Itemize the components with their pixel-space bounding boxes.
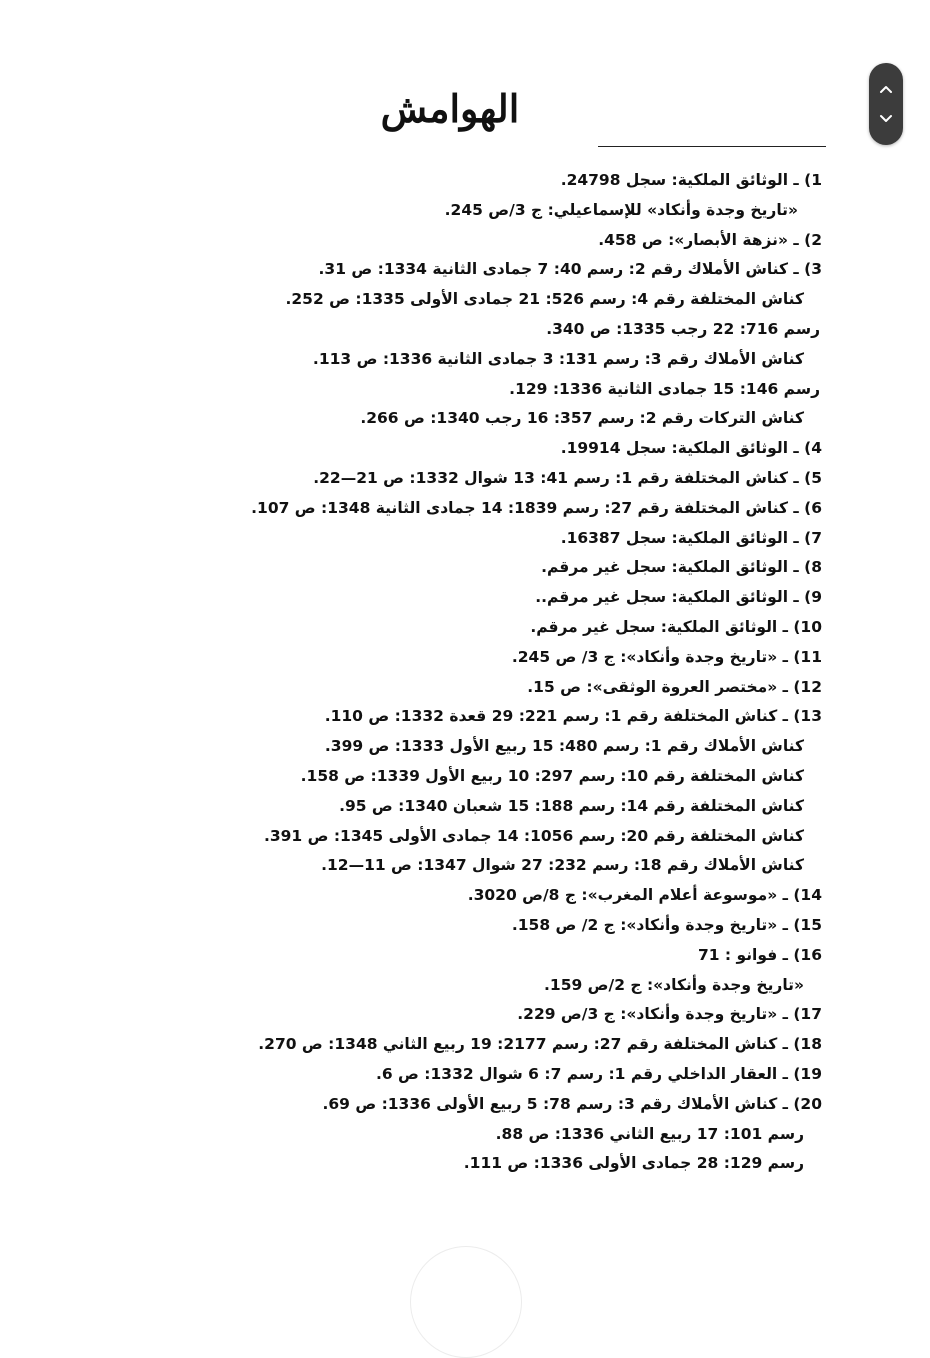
- footnote-line: 2) ـ «نزهة الأبصار»: ص 458.: [598, 230, 822, 249]
- footnote-line: 17) ـ «تاريخ وجدة وأنكاد»: ج 3/ص 229.: [517, 1005, 822, 1024]
- footnote-line: «تاريخ وجدة وأنكاد» للإسماعيلي: ج 3/ص 245.: [444, 200, 798, 219]
- footnote-line: رسم 129: 28 جمادى الأولى 1336: ص 111.: [463, 1154, 804, 1173]
- footnote-line: رسم 146: 15 جمادى الثانية 1336: 129.: [509, 379, 820, 398]
- footnote-line: 11) ـ «تاريخ وجدة وأنكاد»: ج 3/ ص 245.: [511, 647, 822, 666]
- chevron-up-icon: [879, 84, 893, 94]
- footnote-line: 18) ـ كناش المختلفة رقم 27: رسم 2177: 19 ربيع الثاني 1348: ص 270.: [258, 1035, 822, 1054]
- footnote-line: رسم 101: 17 ربيع الثاني 1336: ص 88.: [495, 1124, 804, 1143]
- footnote-line: 14) ـ «موسوعة أعلام المغرب»: ج 8/ص 3020.: [467, 886, 822, 905]
- footnote-line: كناش المختلفة رقم 4: رسم 526: 21 جمادى الأولى 1335: ص 252.: [285, 290, 804, 309]
- footnote-line: 5) ـ كناش المختلفة رقم 1: رسم 41: 13 شوال 1332: ص 21—22.: [313, 468, 822, 487]
- scroll-indicator: [410, 1246, 522, 1358]
- footnote-line: 13) ـ كناش المختلفة رقم 1: رسم 221: 29 قعدة 1332: ص 110.: [324, 707, 822, 726]
- footnote-line: 3) ـ كناش الأملاك رقم 2: رسم 40: 7 جمادى الثانية 1334: ص 31.: [318, 260, 822, 279]
- footnote-line: 20) ـ كناش الأملاك رقم 3: رسم 78: 5 ربيع الأولى 1336: ص 69.: [322, 1094, 822, 1113]
- footnote-line: كناش الأملاك رقم 3: رسم 131: 3 جمادى الثانية 1336: ص 113.: [312, 349, 804, 368]
- chevron-down-icon: [879, 114, 893, 124]
- footnote-line: 6) ـ كناش المختلفة رقم 27: رسم 1839: 14 جمادى الثانية 1348: ص 107.: [251, 498, 822, 517]
- footnote-line: 19) ـ العقار الداخلي رقم 1: رسم 7: 6 شوال 1332: ص 6.: [375, 1064, 822, 1083]
- footnote-line: 1) ـ الوثائق الملكية: سجل 24798.: [560, 171, 822, 189]
- footnote-line: كناش التركات رقم 2: رسم 357: 16 رجب 1340: ص 266.: [360, 409, 804, 428]
- footnote-line: 4) ـ الوثائق الملكية: سجل 19914.: [560, 439, 822, 458]
- footnote-line: رسم 716: 22 رجب 1335: ص 340.: [546, 319, 820, 338]
- footnotes-list: [251, 166, 822, 1179]
- footnote-line: 9) ـ الوثائق الملكية: سجل غير مرقم..: [535, 588, 822, 607]
- previous-page-button[interactable]: [869, 74, 903, 104]
- footnote-line: 8) ـ الوثائق الملكية: سجل غير مرقم.: [541, 558, 822, 577]
- footnote-line: 16) ـ فوانو : 71: [697, 945, 822, 964]
- next-page-button[interactable]: [869, 104, 903, 134]
- footnote-line: 15) ـ «تاريخ وجدة وأنكاد»: ج 2/ ص 158.: [511, 915, 822, 934]
- footnote-line: كناش المختلفة رقم 10: رسم 297: 10 ربيع الأول 1339: ص 158.: [300, 766, 804, 785]
- page-title: الهوامش: [380, 86, 520, 131]
- footnote-line: كناش الأملاك رقم 1: رسم 480: 15 ربيع الأول 1333: ص 399.: [324, 737, 804, 756]
- footnote-line: كناش المختلفة رقم 20: رسم 1056: 14 جمادى الأولى 1345: ص 391.: [263, 826, 804, 845]
- footnote-line: 10) ـ الوثائق الملكية: سجل غير مرقم.: [530, 617, 822, 636]
- page-navigation: [869, 63, 903, 145]
- title-divider: [598, 146, 826, 147]
- footnote-line: «تاريخ وجدة وأنكاد»: ج 2/ص 159.: [544, 975, 804, 994]
- footnote-line: 12) ـ «مختصر العروة الوثقى»: ص 15.: [527, 677, 822, 696]
- footnote-line: كناش المختلفة رقم 14: رسم 188: 15 شعبان 1340: ص 95.: [339, 796, 804, 815]
- footnote-line: كناش الأملاك رقم 18: رسم 232: 27 شوال 1347: ص 11—12.: [321, 856, 804, 875]
- footnote-line: 7) ـ الوثائق الملكية: سجل 16387.: [560, 528, 822, 547]
